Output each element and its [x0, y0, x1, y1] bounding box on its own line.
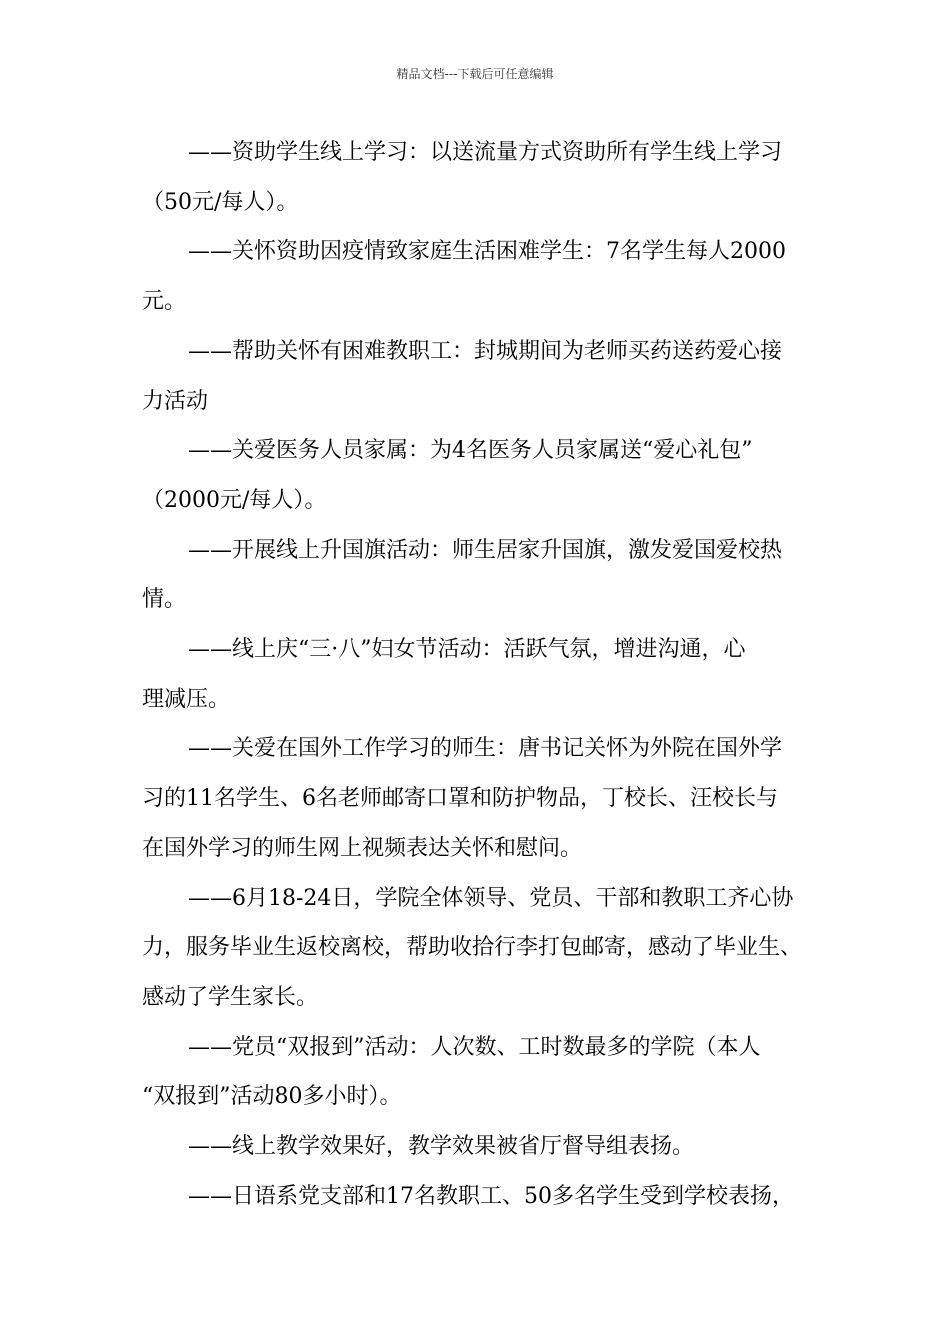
paragraph	[142, 625, 832, 724]
paragraph	[142, 526, 832, 625]
paragraph-line: 情。	[142, 587, 187, 613]
paragraph-line: 感动了学生家长。	[142, 984, 319, 1010]
paragraph-line: ——线上庆“三·八”妇女节活动：活跃气氛，增进沟通，心	[188, 637, 746, 663]
paragraph-line: “双报到”活动80多小时）。	[142, 1084, 402, 1110]
paragraph-line: ——日语系党支部和17名教职工、50多名学生受到学校表扬，	[188, 1183, 794, 1209]
paragraph	[142, 327, 832, 426]
paragraph-line: ——线上教学效果好，教学效果被省厅督导组表扬。	[188, 1134, 695, 1160]
paragraph	[142, 128, 832, 227]
paragraph	[142, 227, 832, 326]
paragraph-line: ——关怀资助因疫情致家庭生活困难学生：7名学生每人2000	[188, 239, 786, 265]
paragraph-line: 元。	[142, 289, 187, 315]
paragraph-line: ——开展线上升国旗活动：师生居家升国旗，激发爱国爱校热	[188, 537, 783, 563]
paragraph	[142, 724, 832, 873]
paragraph	[142, 1122, 832, 1172]
paragraph-line: 力活动	[142, 388, 209, 414]
paragraph	[142, 874, 832, 1023]
paragraph-line: 在国外学习的师生网上视频表达关怀和慰问。	[142, 835, 583, 861]
paragraph-line: ——关爱医务人员家属：为4名医务人员家属送“爱心礼包”	[188, 438, 753, 464]
paragraph-line: 理减压。	[142, 686, 231, 712]
paragraph-line: 习的11名学生、6名老师邮寄口罩和防护物品，丁校长、汪校长与	[142, 786, 778, 812]
paragraph	[142, 1172, 832, 1222]
paragraph-line: ——6月18-24日，学院全体领导、党员、干部和教职工齐心协	[188, 885, 794, 911]
paragraph-line: ——帮助关怀有困难教职工：封城期间为老师买药送药爱心接	[188, 338, 783, 364]
document-body	[142, 128, 832, 1221]
paragraph	[142, 426, 832, 525]
paragraph-line: ——党员“双报到”活动：人次数、工时数最多的学院（本人	[188, 1034, 761, 1060]
paragraph-line: 力，服务毕业生返校离校，帮助收拾行李打包邮寄，感动了毕业生、	[142, 935, 803, 961]
page-header: 精品文档---下载后可任意编辑	[396, 67, 554, 81]
paragraph	[142, 1023, 832, 1122]
paragraph-line: （50元/每人）。	[142, 189, 299, 215]
paragraph-line: （2000元/每人）。	[142, 487, 327, 513]
paragraph-line: ——关爱在国外工作学习的师生：唐书记关怀为外院在国外学	[188, 736, 783, 762]
paragraph-line: ——资助学生线上学习：以送流量方式资助所有学生线上学习	[188, 140, 783, 165]
